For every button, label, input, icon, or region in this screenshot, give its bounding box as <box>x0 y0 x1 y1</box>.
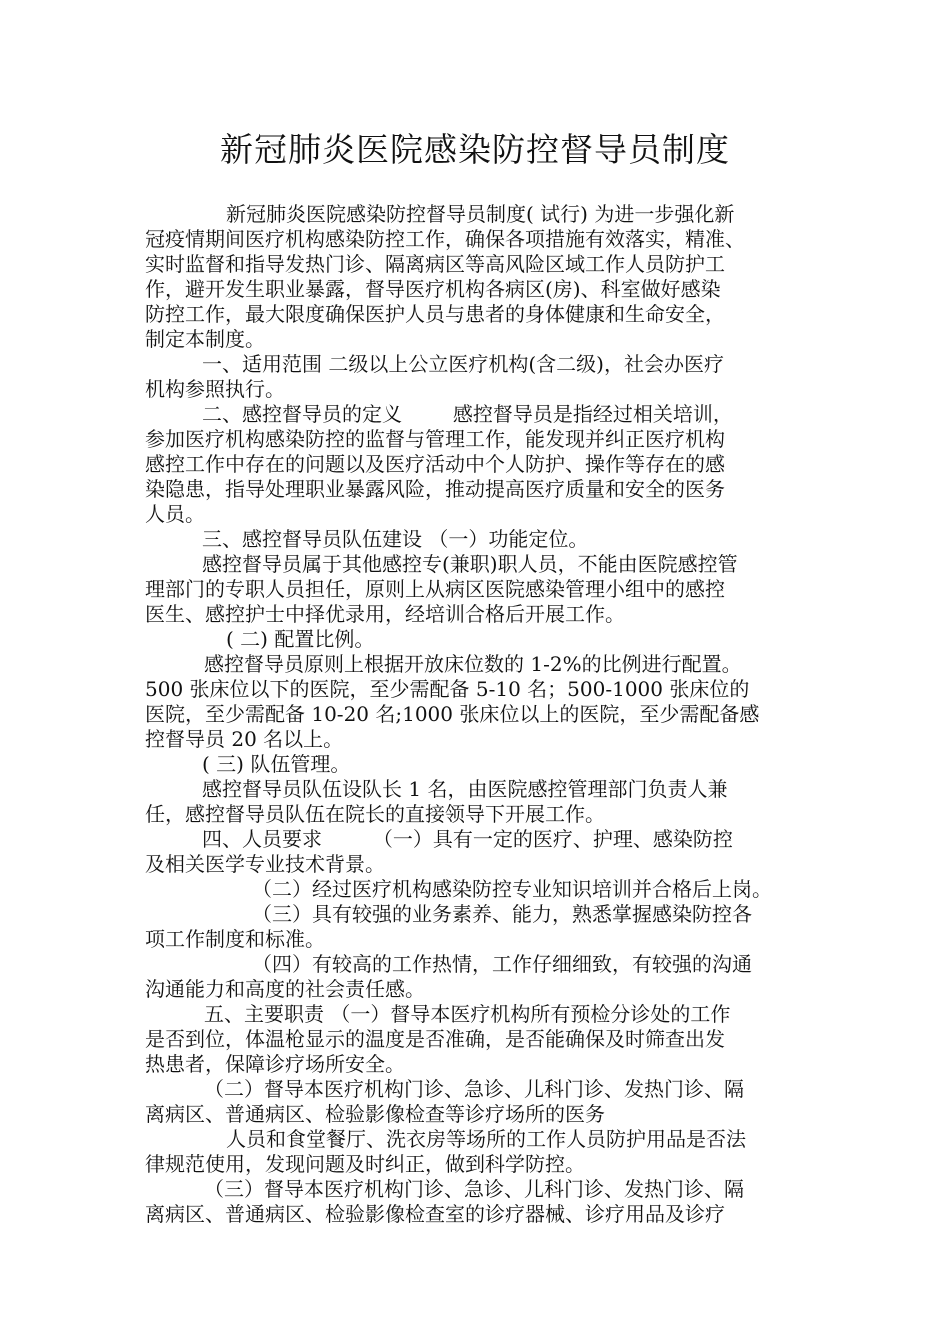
body-line: 热患者，保障诊疗场所安全。 <box>145 1052 405 1076</box>
body-line: ( 二) 配置比例。 <box>226 627 375 651</box>
body-line: ( 三) 队伍管理。 <box>202 752 351 776</box>
body-line: 理部门的专职人员担任，原则上从病区医院感染管理小组中的感控 <box>145 577 725 601</box>
body-line: 实时监督和指导发热门诊、隔离病区等高风险区域工作人员防护工 <box>145 252 725 276</box>
body-line: 医生、感控护士中择优录用，经培训合格后开展工作。 <box>145 602 625 626</box>
body-line: 项工作制度和标准。 <box>145 927 325 951</box>
document-title: 新冠肺炎医院感染防控督导员制度 <box>220 130 730 169</box>
body-line: 新冠肺炎医院感染防控督导员制度( 试行) 为进一步强化新 <box>226 202 735 226</box>
body-line: 任，感控督导员队伍在院长的直接领导下开展工作。 <box>145 802 605 826</box>
body-line: 500 张床位以下的医院，至少需配备 5-10 名；500-1000 张床位的 <box>145 677 750 701</box>
body-line: 参加医疗机构感染防控的监督与管理工作，能发现并纠正医疗机构 <box>145 427 725 451</box>
body-line: 医院，至少需配备 10-20 名;1000 张床位以上的医院，至少需配备感 <box>145 702 760 726</box>
body-line: 五、主要职责 （一）督导本医疗机构所有预检分诊处的工作 <box>204 1002 731 1026</box>
body-line: （二）督导本医疗机构门诊、急诊、儿科门诊、发热门诊、隔 <box>204 1077 744 1101</box>
body-line: 染隐患，指导处理职业暴露风险，推动提高医疗质量和安全的医务 <box>145 477 725 501</box>
body-line: （三）具有较强的业务素养、能力，熟悉掌握感染防控各 <box>252 902 752 926</box>
body-line: 感控工作中存在的问题以及医疗活动中个人防护、操作等存在的感 <box>145 452 725 476</box>
body-line: 离病区、普通病区、检验影像检查等诊疗场所的医务 <box>145 1102 605 1126</box>
body-line: 作，避开发生职业暴露，督导医疗机构各病区(房)、科室做好感染 <box>145 277 721 301</box>
body-line: （四）有较高的工作热情，工作仔细细致，有较强的沟通 <box>252 952 752 976</box>
body-line: （三）督导本医疗机构门诊、急诊、儿科门诊、发热门诊、隔 <box>204 1177 744 1201</box>
body-line: 及相关医学专业技术背景。 <box>145 852 385 876</box>
body-line: 机构参照执行。 <box>145 377 285 401</box>
body-line: 冠疫情期间医疗机构感染防控工作，确保各项措施有效落实，精准、 <box>145 227 745 251</box>
body-line: 防控工作，最大限度确保医护人员与患者的身体健康和生命安全， <box>145 302 725 326</box>
body-line: （二）经过医疗机构感染防控专业知识培训并合格后上岗。 <box>252 877 772 901</box>
body-line: 是否到位，体温枪显示的温度是否准确，是否能确保及时筛查出发 <box>145 1027 725 1051</box>
body-line: 离病区、普通病区、检验影像检查室的诊疗器械、诊疗用品及诊疗 <box>145 1202 725 1226</box>
body-line: 沟通能力和高度的社会责任感。 <box>145 977 425 1001</box>
body-line: 制定本制度。 <box>145 327 265 351</box>
body-line: 三、感控督导员队伍建设 （一）功能定位。 <box>202 527 589 551</box>
body-line: 感控督导员队伍设队长 1 名，由医院感控管理部门负责人兼 <box>202 777 728 801</box>
body-line: 一、适用范围 二级以上公立医疗机构(含二级)，社会办医疗 <box>202 352 724 376</box>
body-line: 四、人员要求 （一）具有一定的医疗、护理、感染防控 <box>202 827 733 851</box>
body-line: 律规范使用，发现问题及时纠正，做到科学防控。 <box>145 1152 585 1176</box>
body-line: 人员。 <box>145 502 205 526</box>
body-line: 感控督导员原则上根据开放床位数的 1-2%的比例进行配置。 <box>204 652 742 676</box>
body-line: 人员和食堂餐厅、洗衣房等场所的工作人员防护用品是否法 <box>226 1127 746 1151</box>
body-line: 感控督导员属于其他感控专(兼职)职人员，不能由医院感控管 <box>202 552 738 576</box>
body-line: 二、感控督导员的定义 感控督导员是指经过相关培训， <box>202 402 733 426</box>
body-line: 控督导员 20 名以上。 <box>145 727 344 751</box>
